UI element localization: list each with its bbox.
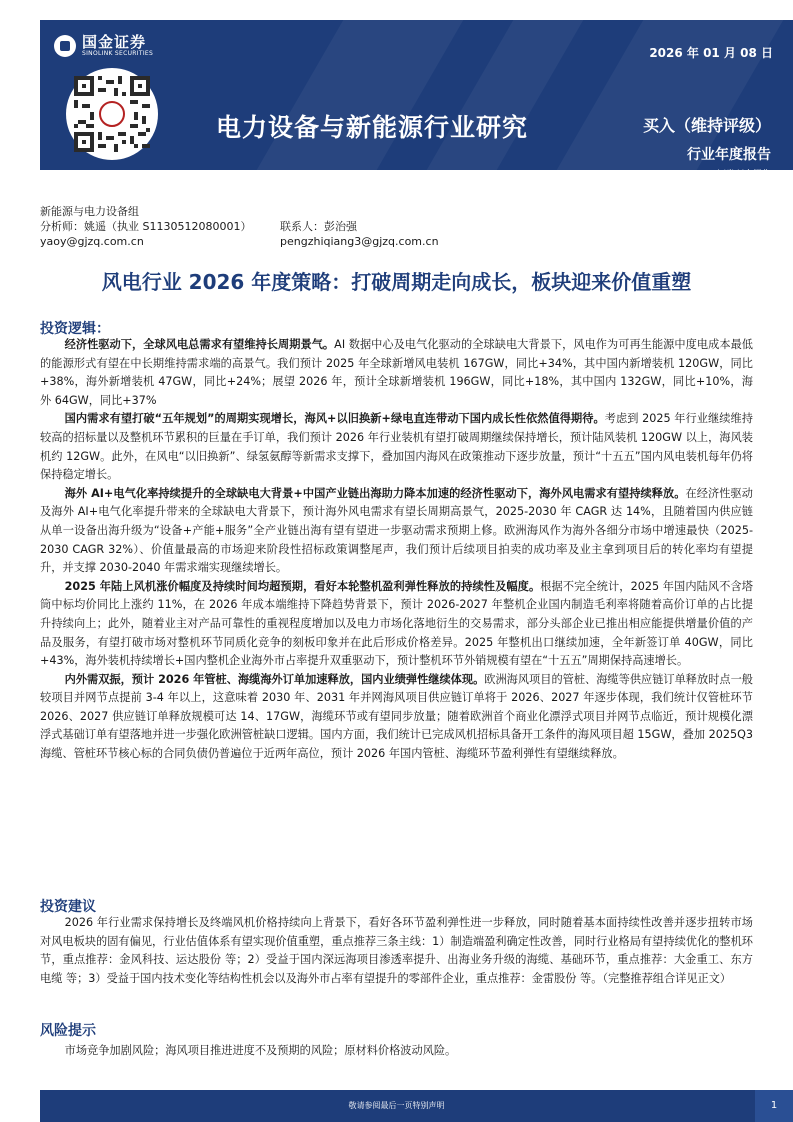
report-type: 行业年度报告 [687,147,771,163]
qr-code-icon [66,68,158,160]
analyst-group: 新能源与电力设备组 [40,205,139,218]
company-logo [54,34,153,58]
report-kind: 证券研究报告 [716,170,771,180]
analyst-block [40,204,439,249]
contact-name: 联系人：彭治强 [280,220,357,233]
header-banner [40,20,793,180]
risk-paragraph: 市场竞争加剧风险；海风项目推进进度不及预期的风险；原材料价格波动风险。 [64,1044,457,1057]
page-number: 1 [755,1090,793,1122]
advice-body [40,914,753,988]
advice-paragraph: 2026 年行业需求保持增长及终端风机价格持续向上背景下，看好各环节盈利弹性进一步释放，同时随着基本面持续性改善并逐步扭转市场对风电板块的固有偏见，行业估值体系有望实现价值重塑，重点推荐三条主线：1）制造端盈利确定性改善，同时行业格局有望持续优化的整机环节，重点推荐：金风科技、运达股份 等；2）受益于国内深远海项目渗透率提升、出海业务升级的海缆、基础环节，重点推荐：大金重工、东方电缆 等；3）受益于国内技术变化等结构性机会以及海外市占率有望提升的零部件企业，重点推荐：金雷股份 等。（完整推荐组合详见正文） [40,916,753,985]
report-headline: 风电行业 2026 年度策略：打破周期走向成长，板块迎来价值重塑 [101,270,692,294]
logic-paragraph: 海外 AI+电气化率持续提升的全球缺电大背景+中国产业链出海助力降本加速的经济性驱动下，海外风电需求有望持续释放。在经济性驱动及海外 AI+电气化率提升带来的全球缺电大背景下，预计海外风电需求有望长周期高景气，2025-2030 年 CAGR 达 14%，且随着国内供应链从单一设备出海升级为“设备+产能+服务”全产业链出海有望有望进一步驱动需求预期上修。欧洲海风作为海外各细分市场中增速最快（2025-2030 CAGR 32%）、价值量最高的市场迎来阶段性招标政策调整尾声，我们预计后续项目拍卖的成功率及业主拿到项目后的转化率均有望提升，并支撑 2030-2040 年需求端实现继续增长。 [40,486,753,575]
logic-paragraph: 经济性驱动下，全球风电总需求有望维持长周期景气。AI 数据中心及电气化驱动的全球缺电大背景下，风电作为可再生能源中度电成本最低的能源形式有望在中长期维持需求端的高景气。我们预计 2025 年全球新增风电装机 167GW，同比+34%，其中国内新增装机 120GW，同比+38%，海外新增装机 47GW，同比+24%；展望 2026 年，预计全球新增装机 196GW，同比+18%，其中国内 132GW，同比+10%，海外 64GW，同比+37% [40,338,753,407]
footer-bar [40,1090,793,1122]
analyst-email[interactable]: yaoy@gjzq.com.cn [40,235,144,248]
report-date: 2026 年 01 月 08 日 [649,46,773,60]
logo-cn: 国金证券 [82,33,147,51]
industry-title: 电力设备与新能源行业研究 [216,113,529,142]
logic-body [40,336,753,764]
contact-email[interactable]: pengzhiqiang3@gjzq.com.cn [280,235,439,248]
risk-heading: 风险提示 [40,1023,96,1039]
rating: 买入（维持评级） [642,116,771,135]
disclaimer-note[interactable]: 敬请参阅最后一页特别声明 [348,1101,445,1110]
qr-center-logo-icon [99,101,125,127]
logic-paragraph: 内外需双振，预计 2026 年管桩、海缆海外订单加速释放，国内业绩弹性继续体现。欧洲海风项目的管桩、海缆等供应链订单释放时点一般较项目并网节点提前 3-4 年以上，这意味着 2030 年、2031 年并网海风项目供应链订单将于 2026、2027 年逐步体现，我们统计仅管桩环节 2026、2027 供应链订单释放规模可达 14、17GW，海缆环节或有望同步放量；随着欧洲首个商业化漂浮式项目并网节点临近，预计规模化漂浮式基础订单有望落地并进一步强化欧洲管桩缺口逻辑。国内方面，我们统计已完成风机招标具备开工条件的海风项目超 15GW，叠加 2025Q3 海缆、管桩环节核心标的合同负债仍普遍位于近两年高位，预计 2026 年国内管桩、海缆环节盈利弹性有望继续释放。 [40,672,753,761]
logo-en: SINOLINK SECURITIES [82,50,154,57]
logic-paragraph: 2025 年陆上风机涨价幅度及持续时间均超预期，看好本轮整机盈利弹性释放的持续性及幅度。根据不完全统计，2025 年国内陆风不含塔筒中标均价同比上涨约 11%，在 2026 年成本端维持下降趋势背景下，预计 2026-2027 年整机企业国内制造毛利率将随着高价订单的占比提升持续向上；此外，随着业主对产品可靠性的重视程度增加以及电力市场化落地衍生的交易需求，部分头部企业已推出相应能提供增量价值的产品及服务，有望打破市场对整机环节同质化竞争的刻板印象并在此后形成价格差异。2025 年整机出口继续加速，全年新签订单 40GW，同比+43%，海外装机持续增长+国内整机企业海外市占率提升双重驱动下，预计整机环节外销规模有望在“十五五”周期保持高速增长。 [40,579,753,668]
logic-paragraph: 国内需求有望打破“五年规划”的周期实现增长，海风+以旧换新+绿电直连带动下国内成长性依然值得期待。考虑到 2025 年行业继续维持较高的招标量以及整机环节累积的巨量在手订单，我们预计 2026 年行业装机有望打破周期继续保持增长，预计陆风装机 120GW 以上，海风装机约 12GW。此外，在风电“以旧换新”、绿氢氨醇等新需求支撑下，叠加国内海风在政策推动下逐步放量，预计“十五五”国内风电装机每年仍将保持稳定增长。 [40,412,753,482]
analyst-name: 分析师：姚遥（执业 S1130512080001） [40,220,252,233]
logo-icon [54,35,76,57]
advice-heading: 投资建议 [40,899,96,915]
logic-heading: 投资逻辑： [40,321,110,337]
risk-body [40,1042,753,1061]
